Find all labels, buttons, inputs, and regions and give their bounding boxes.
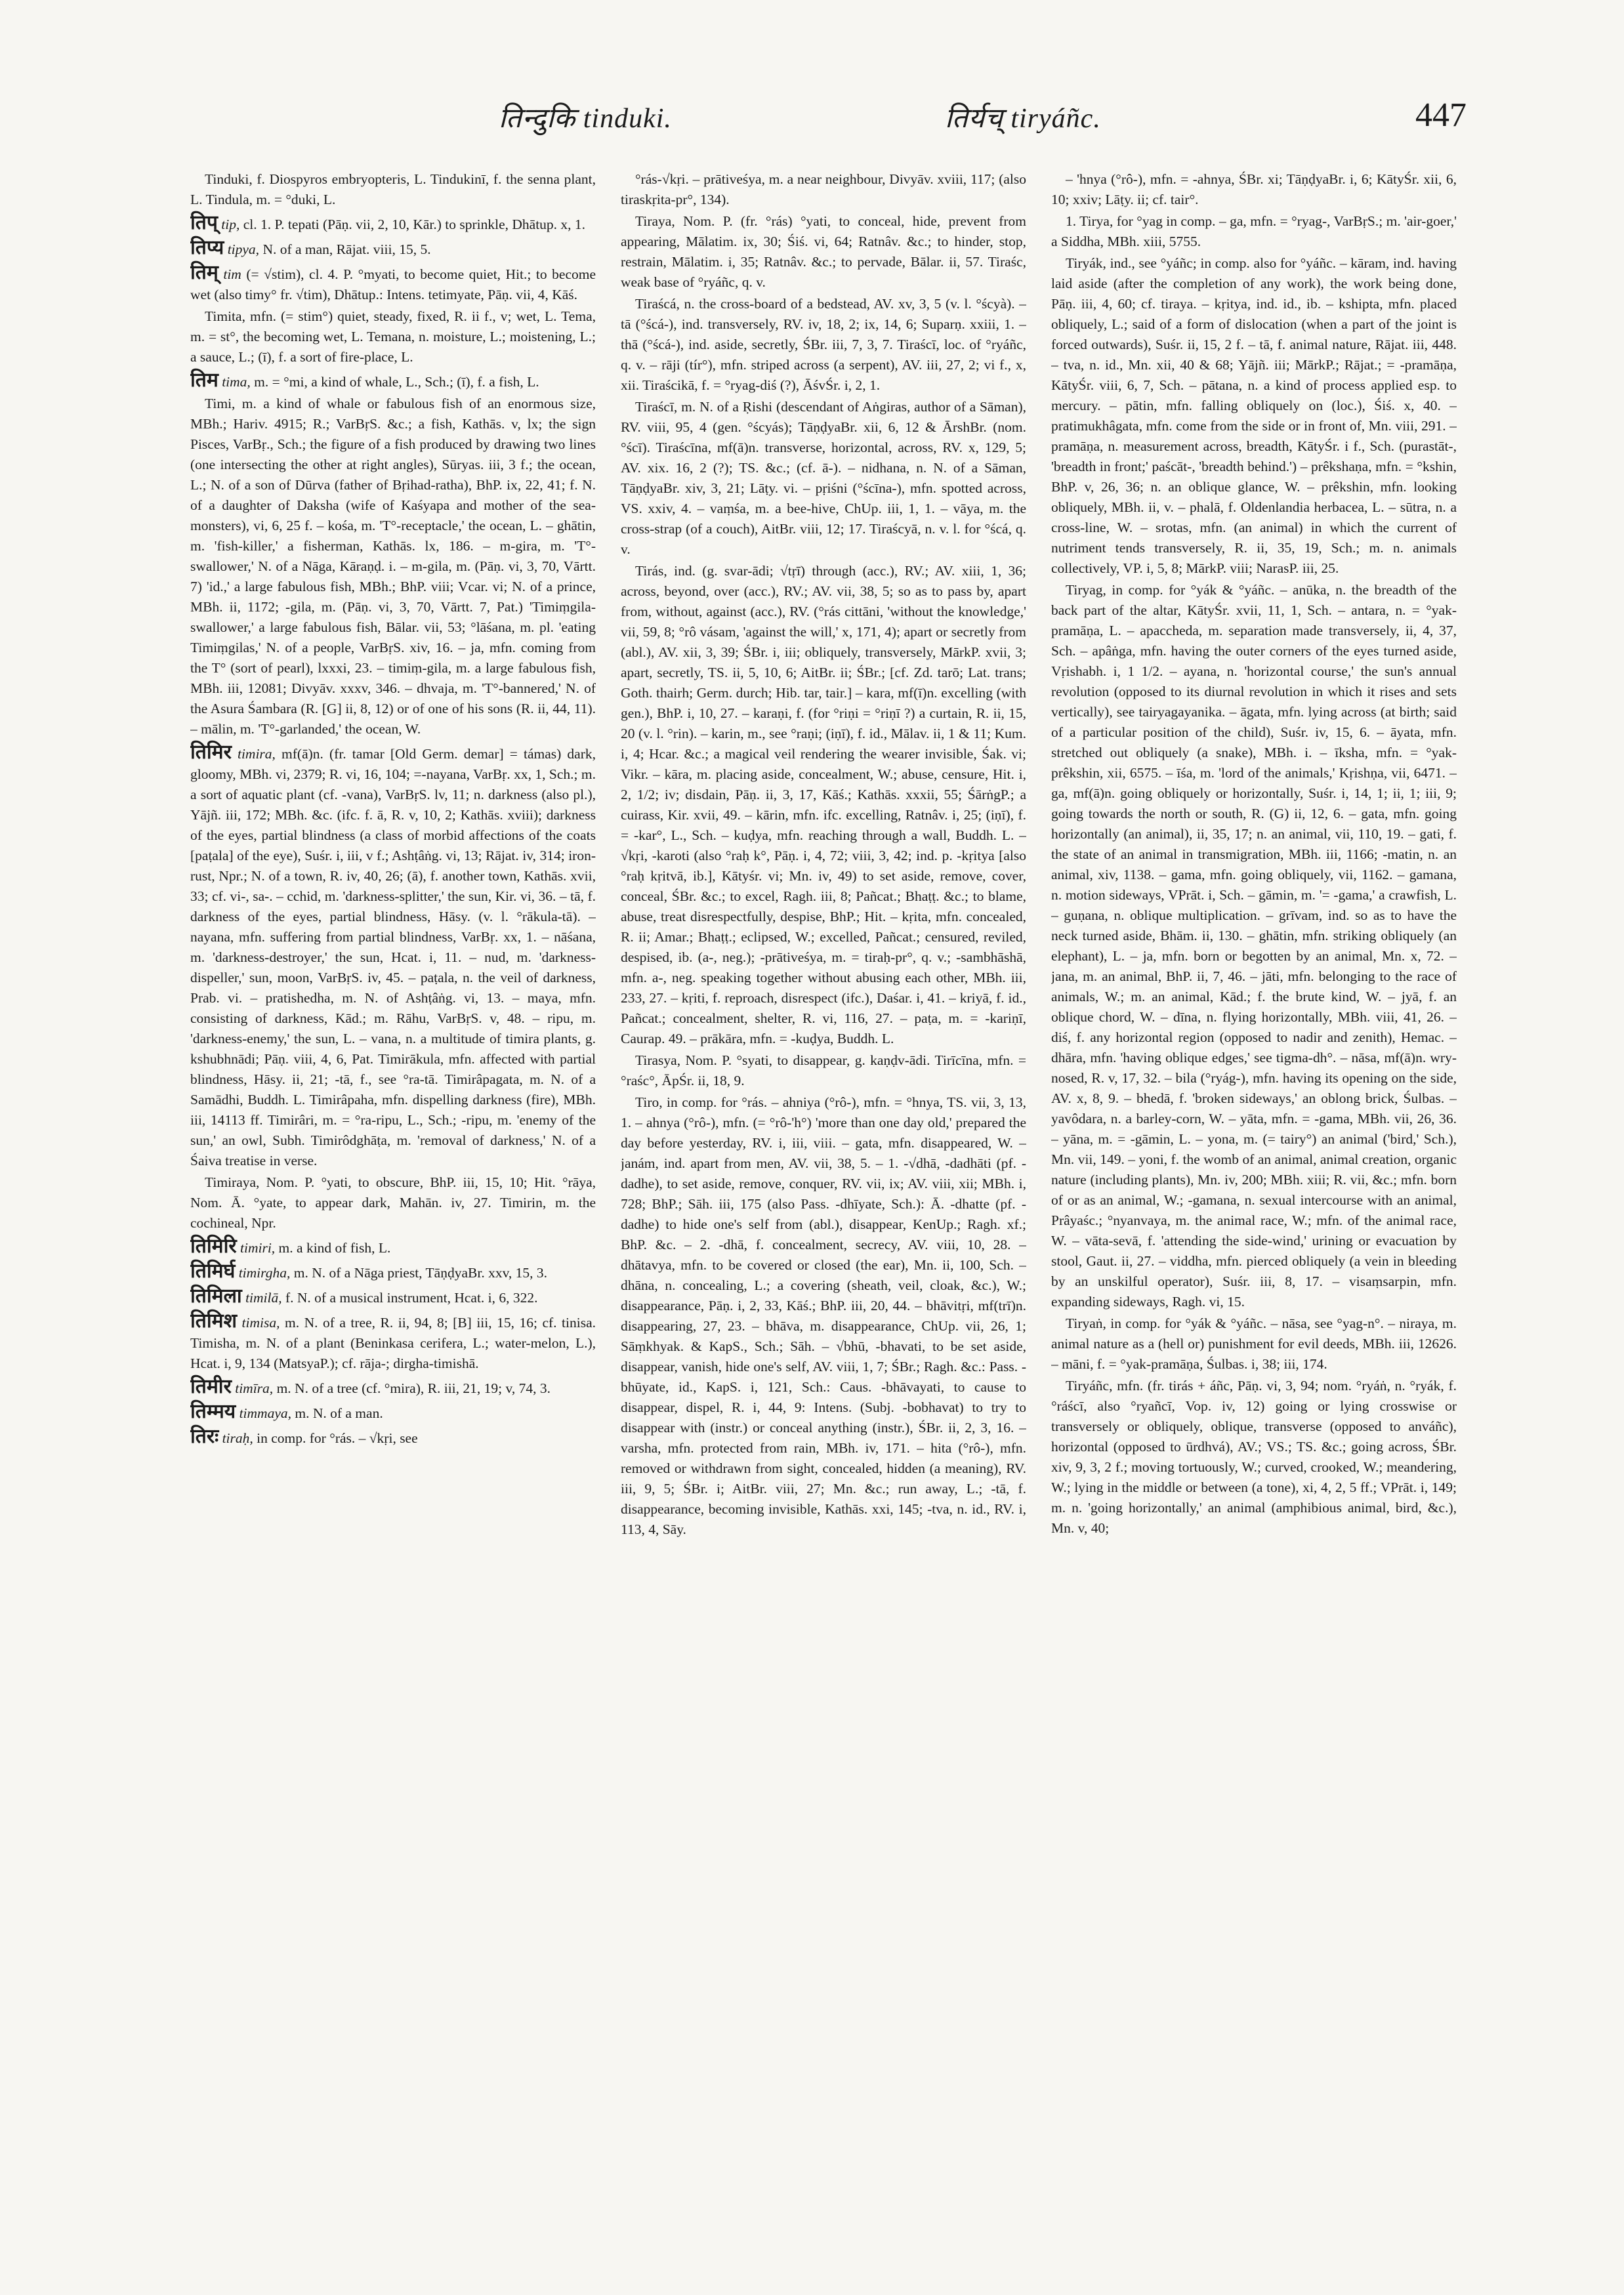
dictionary-subentry — [1051, 580, 1457, 1312]
dictionary-subentry — [621, 294, 1026, 396]
column-middle — [621, 169, 1026, 2236]
dictionary-subentry — [621, 561, 1026, 1049]
entry-text: Tiraya, Nom. P. (fr. °rás) °yati, to conceal, hide, prevent from appearing, Mālatim. ix, 30; Śiś. vi, 64; Ratnâv. &c.; to hinder, stop, restrain, Mālatim. i, 35; Ratnâv. &c.; to pervade, Bālar. ii, 57. Tiraśc, weak base of °ryáñc, q. v. — [621, 213, 1026, 290]
dictionary-entry — [190, 262, 596, 305]
dictionary-subentry — [190, 1172, 596, 1233]
dictionary-subentry — [621, 211, 1026, 293]
entry-text: m. = °mi, a kind of whale, L., Sch.; (ī), f. a fish, L. — [254, 374, 539, 390]
dictionary-subentry — [621, 397, 1026, 560]
entry-transliteration: tip, — [221, 217, 240, 232]
dictionary-entry — [190, 370, 596, 392]
dictionary-subentry — [1051, 253, 1457, 579]
dictionary-entry — [190, 1236, 596, 1258]
entry-text: Tiryáñc, mfn. (fr. tirás + áñc, Pāṇ. vi, 3, 94; nom. °ryáṅ, n. °ryák, f. °ráścī, also °ryañcī, Vop. iv, 12) going or lying crosswise or transversely or obliquely, oblique, transverse (opposed to anváñc), horizontal (opposed to ūrdhvá), AV.; VS.; TS. &c.; going across, ŚBr. xiv, 9, 3, 2 f.; moving tortuously, W.; curved, crooked, W.; meandering, W.; lying in the middle or between (a tone), xi, 4, 2, 5 ff.; VPrāt. i, 149; m. n. 'going horizontally,' an animal (amphibious animal, bird, &c.), Mn. v, 40; — [1051, 1378, 1457, 1536]
entry-text: mf(ā)n. (fr. tamar [Old Germ. demar] = támas) dark, gloomy, MBh. vi, 2379; R. vi, 16, 104; =-nayana, VarBṛ. xx, 1, Sch.; m. a sort of aquatic plant (cf. -vana), VarBṛS. lv, 11; n. darkness (also pl.), Yājñ. iii, 172; MBh. &c. (ifc. f. ā, R. v, 10, 2; Kathās. xviii); darkness of the eyes, partial blindness (a class of morbid affections of the coats [paṭala] of the eye), Suśr. i, iii, v f.; Ashṭâṅg. vi, 13; Rājat. iv, 314; iron-rust, Npr.; N. of a town, R. iv, 40, 26; (ā), f. another town, Kathās. xvii, 33; cf. vi-, sa-. – cchid, m. 'darkness-splitter,' the sun, Kir. vi, 36. – tā, f. darkness of the eyes, partial blindness, Hāsy. (v. l. °rākula-tā). – nayana, mfn. suffering from partial blindness, VarBṛ. xx, 1. – nāśana, m. 'darkness-destroyer,' the sun, Hcat. i, 11. – nud, m. 'darkness-dispeller,' sun, moon, VarBṛS. iv, 45. – paṭala, n. the veil of darkness, Prab. vi. – pratishedha, m. N. of Ashṭâṅg. vi, 13. – maya, mfn. consisting of darkness, Kād.; m. Rāhu, VarBṛS. v, 48. – ripu, m. 'darkness-enemy,' the sun, L. – vana, n. a multitude of timira plants, g. kshubhnādi; Pāṇ. viii, 4, 6, Pat. Timirākula, mfn. affected with partial blindness, Hāsy. ii, 21; -tā, f., see °ra-tā. Timirâpagata, m. N. of a Samādhi, Buddh. L. Timirâpaha, mfn. dispelling darkness (fire), MBh. iii, 14113 ff. Timirâri, m. = °ra-ripu, L., Sch.; -ripu, m. 'enemy of the sun,' an owl, Subh. Timirôdghāṭa, m. 'removal of darkness,' N. of a Śaiva treatise in verse. — [190, 746, 596, 1168]
entry-text: Tinduki, f. Diospyros embryopteris, L. Tindukinī, f. the senna plant, L. Tindula, m. = °duki, L. — [190, 171, 596, 207]
dictionary-entry — [190, 1261, 596, 1283]
dictionary-entry — [190, 213, 596, 235]
entry-text: m. N. of a tree (cf. °mira), R. iii, 21, 19; v, 74, 3. — [276, 1380, 551, 1396]
entry-headword: तिमिर — [190, 741, 232, 763]
dictionary-entry — [190, 1376, 596, 1399]
entry-headword: तिमिर्घ — [190, 1260, 236, 1282]
entry-transliteration: tiraḥ, — [222, 1430, 253, 1446]
entry-text: Tiraścī, m. N. of a Ṛishi (descendant of Aṅgiras, author of a Sāman), RV. viii, 95, 4 (gen. °ścyás); TāṇḍyaBr. xii, 6, 12 & ĀrshBr. (nom. °ścī). Tiraścīna, mf(ā)n. transverse, horizontal, across, RV. x, 129, 5; AV. xix. 16, 2 (?); TS. &c.; (cf. ā-). – nidhana, n. N. of a Sāman, TāṇḍyaBr. xiv, 3, 21; Lāṭy. vi. – pṛiśni (°ścīna-), mfn. spotted across, VS. xxiv, 4. – vaṃśa, m. a bee-hive, ChUp. iii, 1, 1. – vāya, m. the cross-strap (of a couch), AitBr. viii, 12; 17. Tiraścyā, n. v. l. for °ścá, q. v. — [621, 399, 1026, 557]
entry-headword: तिम — [190, 369, 219, 391]
entry-text: N. of a man, Rājat. viii, 15, 5. — [262, 241, 431, 257]
dictionary-entry — [190, 1311, 596, 1374]
entry-text: (= √stim), cl. 4. P. °myati, to become quiet, Hit.; to become wet (also timy° fr. √tim), Dhātup.: Intens. tetimyate, Pāṇ. vii, 4, Kāś. — [190, 266, 596, 302]
entry-headword: तिमिश — [190, 1310, 237, 1332]
entry-text: – 'hnya (°rô-), mfn. = -ahnya, ŚBr. xi; TāṇḍyaBr. i, 6; KātyŚr. xii, 6, 10; xxiv; Lāṭy. ii; cf. tair°. — [1051, 171, 1457, 207]
entry-text: Timi, m. a kind of whale or fabulous fish of an enormous size, MBh.; Hariv. 4915; R.; VarBṛS. &c.; a fish, Kathās. v, lx; the sign Pisces, VarBṛ., Sch.; the figure of a fish produced by drawing two lines (one intersecting the other at right angles), Sūryas. iii, 3 f.; the ocean, L.; N. of a son of Dūrva (father of Bṛihad-ratha), BhP. ix, 22, 41; f. N. of a daughter of Daksha (wife of Kaśyapa and mother of the sea-monsters), vi, 6, 25 f. – kośa, m. 'T°-receptacle,' the ocean, L. – ghātin, m. 'fish-killer,' a fisherman, Kathās. lx, 186. – m-gira, m. 'T°-swallower,' N. of a Nāga, Kāraṇḍ. i. – m-gila, m. (Pāṇ. vi, 3, 70, Vārtt. 7) 'id.,' a large fabulous fish, MBh.; BhP. viii; Vcar. vi; N. of a prince, MBh. ii, 1172; -gila, m. (Pāṇ. vi, 3, 70, Vārtt. 7, Pat.) 'Timiṃgila-swallower,' a large fabulous fish, Bālar. vii, 53; °lāśana, m. pl. 'eating Timiṃgilas,' N. of a people, VarBṛS. xiv, 16. – ja, mfn. coming from the T° (sort of pearl), lxxxi, 23. – timiṃ-gila, m. a large fabulous fish, MBh. iii, 12081; Divyāv. xxxv, 346. – dhvaja, m. 'T°-bannered,' N. of the Asura Śambara (R. [G] ii, 8, 12) or of one of his sons (R. ii, 44, 11). – mālin, m. 'T°-garlanded,' the ocean, W. — [190, 396, 596, 737]
entry-transliteration: timilā, — [245, 1290, 282, 1306]
entry-text: Tiryag, in comp. for °yák & °yáñc. – anūka, n. the breadth of the back part of the altar, KātyŚr. xvii, 11, 1, Sch. – antara, n. = °yak-pramāṇa, L. – apaccheda, m. separation made transversely, ii, 4, 37, Sch. – apâṅga, mfn. having the outer corners of the eyes turned aside, Vṛishabh. i, 1 1/2. – ayana, n. 'horizontal course,' the sun's annual revolution (opposed to its diurnal revolution in which it rises and sets vertically), see tairyagayanika. – āgata, mfn. lying across (at birth; said of a particular position of the child), Suśr. iv, 15, 6. – āyata, mfn. stretched out obliquely (a snake), MBh. i. – īksha, mfn. = °yak-prêkshin, xii, 6575. – īśa, m. 'lord of the animals,' Kṛishṇa, vii, 6471. – ga, mf(ā)n. going obliquely or horizontally, Suśr. i, 14, 1; ii, 1; iii, 9; going towards the north or south, R. (G) ii, 12, 6. – gata, mfn. going horizontally (an animal), ii, 35, 17; n. an animal, vii, 110, 19. – gati, f. the state of an animal in transmigration, MBh. iii, 1166; -matin, n. an animal, xiv, 1138. – gama, mfn. going obliquely, vii, 1162. – gamana, n. motion sideways, VPrāt. i, Sch. – gāmin, m. '= -gama,' a crawfish, L. – guṇana, n. oblique multiplication. – grīvam, ind. so as to have the neck turned aside, Bhām. ii, 130. – ghātin, mfn. striking obliquely (an elephant), L. – ja, mfn. born or begotten by an animal, Mn. x, 72. – jana, m. an animal, BhP. ii, 7, 46. – jāti, mfn. belonging to the race of animals, W.; m. an animal, Kād.; f. the brute kind, W. – jyā, f. an oblique chord, W. – dīna, n. flying horizontally, MBh. viii, 41, 26. – diś, f. any horizontal region (opposed to nadir and zenith), Hemac. – dhāra, mfn. 'having oblique edges,' see tigma-dh°. – nāsa, mf(ā)n. wry-nosed, R. v, 17, 32. – bila (°ryág-), mfn. having its opening on the side, AV. x, 8, 9. – bhedā, f. 'broken sideways,' an oblong brick, Śulbas. – yavôdara, n. a barley-corn, W. – yāta, mfn. = -gama, MBh. vii, 26, 36. – yāna, m. = -gāmin, L. – yona, m. (= tairy°) an animal ('bird,' Sch.), Mn. vii, 149. – yoni, f. the womb of an animal, animal creation, organic nature (including plants), Mn. iv, 200; MBh. xiii; R. vii, &c.; mfn. born of or as an animal, W.; -gamana, n. sexual intercourse with an animal, Prâyaśc.; °nyanvaya, m. the animal race, W.; mfn. of the animal race, W. – vāta-sevā, f. 'attending the side-wind,' urining or evacuation by stool, Gaut. ii, 27. – viddha, mfn. pierced obliquely (a vein in bleeding by an unskilful operator), Suśr. iii, 8, 17. – visaṃsarpin, mfn. expanding sideways, Ragh. vi, 15. — [1051, 582, 1457, 1310]
entry-text: m. N. of a Nāga priest, TāṇḍyaBr. xxv, 15, 3. — [293, 1265, 548, 1281]
entry-text: Tiryaṅ, in comp. for °yák & °yáñc. – nāsa, see °yag-n°. – niraya, m. animal nature as a (hell or) punishment for evil deeds, MBh. iii, 12626. – māni, f. = °yak-pramāṇa, Śulbas. i, 38; iii, 174. — [1051, 1315, 1457, 1372]
page-number: 447 — [1415, 96, 1467, 134]
entry-text: in comp. for °rás. – √kṛi, see — [257, 1430, 418, 1446]
entry-headword: तिमिरि — [190, 1235, 237, 1257]
entry-text: 1. Tirya, for °yag in comp. – ga, mfn. = °ryag-, VarBṛS.; m. 'air-goer,' a Siddha, MBh. xiii, 5755. — [1051, 213, 1457, 249]
entry-transliteration: timmaya, — [239, 1405, 291, 1421]
entry-text: m. N. of a tree, R. ii, 94, 8; [B] iii, 15, 16; cf. tinisa. Timisha, m. N. of a plant (Beninkasa cerifera, L.; water-melon, L.), Hcat. i, 9, 134 (MatsyaP.); cf. rāja-; dirgha-timishā. — [190, 1315, 596, 1371]
entry-transliteration: tipya, — [227, 241, 260, 257]
dictionary-entry — [190, 1286, 596, 1308]
entry-transliteration: timisa, — [241, 1315, 280, 1331]
entry-headword: तिम्मय — [190, 1401, 236, 1422]
entry-text: Tirasya, Nom. P. °syati, to disappear, g. kaṇḍv-ādi. Tirīcīna, mfn. = °raśc°, ĀpŚr. ii, 18, 9. — [621, 1052, 1026, 1088]
entry-transliteration: timiri, — [240, 1240, 276, 1256]
dictionary-subentry — [1051, 1376, 1457, 1539]
dictionary-entry — [190, 1401, 596, 1424]
text-columns — [190, 169, 1457, 2236]
entry-text: cl. 1. P. tepati (Pāṇ. vii, 2, 10, Kār.) to sprinkle, Dhātup. x, 1. — [243, 217, 586, 232]
column-right — [1051, 169, 1457, 2236]
dictionary-subentry — [190, 394, 596, 739]
dictionary-subentry — [621, 1092, 1026, 1540]
entry-headword: तिमिला — [190, 1285, 242, 1307]
entry-text: °rás-√kṛi. – prātiveśya, m. a near neighbour, Divyāv. xviii, 117; (also tiraskṛita-pr°, 134). — [621, 171, 1026, 207]
entry-transliteration: tim — [223, 266, 241, 282]
dictionary-subentry — [1051, 211, 1457, 252]
entry-text: m. N. of a man. — [295, 1405, 383, 1421]
dictionary-subentry — [1051, 1313, 1457, 1375]
entry-headword: तिमीर — [190, 1376, 232, 1397]
column-left — [190, 169, 596, 2236]
entry-headword: तिप् — [190, 212, 218, 234]
entry-headword: तिरः — [190, 1426, 219, 1447]
dictionary-subentry — [621, 169, 1026, 210]
entry-transliteration: timira, — [237, 746, 276, 762]
dictionary-subentry — [190, 169, 596, 210]
entry-text: Tiraścá, n. the cross-board of a bedstead, AV. xv, 3, 5 (v. l. °ścyà). – tā (°ścá-), ind. transversely, RV. iv, 18, 2; ix, 14, 6; Suparṇ. xxiii, 1. – thā (°ścá-), ind. aside, secretly, ŚBr. iii, 7, 3, 7. Tiraścī, loc. of °ryáñc, q. v. – rāji (tír°), mfn. striped across (a serpent), AV. iii, 27, 2; vi f., x, xii. Tiraścikā, f. = °ryag-diś (?), ĀśvŚr. i, 2, 1. — [621, 296, 1026, 393]
left-running-head: तिन्दुकि tinduki. — [499, 104, 672, 134]
entry-transliteration: tima, — [222, 374, 251, 390]
dictionary-entry — [190, 742, 596, 1171]
entry-text: Timita, mfn. (= stim°) quiet, steady, fixed, R. ii f., v; wet, L. Tema, m. = st°, the becoming wet, L. Temana, n. moisture, L.; moistening, L.; a sauce, L.; (ī), f. a sort of fire-place, L. — [190, 308, 596, 365]
dictionary-entry — [190, 1426, 596, 1449]
entry-headword: तिप्य — [190, 237, 224, 258]
entry-transliteration: timirgha, — [238, 1265, 291, 1281]
entry-text: Tiryák, ind., see °yáñc; in comp. also for °yáñc. – kāram, ind. having laid aside (after the completion of any work), the work being done, Pāṇ. iii, 4, 60; cf. tiraya. – kṛitya, ind. id., ib. – kshipta, mfn. placed obliquely, L.; said of a form of dislocation (when a part of the joint is forced outwards), Suśr. ii, 15, 2 f. – tā, f. animal nature, Rājat. iii, 448. – tva, n. id., Mn. xii, 40 & 68; Yājñ. iii; MārkP.; Rājat.; = -pramāṇa, KātyŚr. viii, 6, 7, Sch. – pātana, n. a kind of process applied esp. to mercury. – pātin, mfn. falling obliquely on (loc.), Śiś. x, 40. – pratimukhâgata, mfn. come from the side or in front of, Mn. viii, 291. – pramāṇa, n. measurement across, breadth, KātyŚr. i f., Sch. (purastāt-, 'breadth in front;' paścāt-, 'breadth behind.') – prêkshaṇa, mfn. = °kshin, BhP. v, 26, 36; n. an oblique glance, W. – prêkshin, mfn. looking obliquely, MBh. ii, v. – phalā, f. Oldenlandia herbacea, L. – sūtra, n. a cross-line, W. – srotas, mfn. (an animal) in which the current of nutriment tends transversely, R. ii, 35, 19, Sch.; m. n. animals collectively, VP. i, 5, 8; MārkP. viii; NarasP. iii, 25. — [1051, 255, 1457, 576]
entry-text: Timiraya, Nom. P. °yati, to obscure, BhP. iii, 15, 10; Hit. °rāya, Nom. Ā. °yate, to appear dark, Mahān. iv, 27. Timirin, m. the cochineal, Npr. — [190, 1174, 596, 1231]
entry-text: m. a kind of fish, L. — [278, 1240, 391, 1256]
entry-text: f. N. of a musical instrument, Hcat. i, 6, 322. — [285, 1290, 538, 1306]
entry-headword: तिम् — [190, 262, 219, 283]
entry-transliteration: timīra, — [235, 1380, 274, 1396]
dictionary-entry — [190, 238, 596, 260]
entry-text: Tirás, ind. (g. svar-ādi; √tṛī) through (acc.), RV.; AV. xiii, 1, 36; across, beyond, over (acc.), RV.; AV. vii, 38, 5; so as to pass by, apart from, without, against (acc.), RV. (°rás cittāni, 'without the knowledge,' vii, 59, 8; °rô vásam, 'against the will,' x, 171, 4); apart or secretly from (abl.), AV. xii, 3, 39; ŚBr. i, iii; obliquely, transversely, MārkP. xvii, 3; apart, secretly, TS. ii, 5, 10, 6; AitBr. ii; ŚBr.; [cf. Zd. tarō; Lat. trans; Goth. thairh; Germ. durch; Hib. tar, tair.] – kara, mf(ī)n. excelling (with gen.), BhP. i, 10, 27. – karaṇi, f. (for °riṇi = °riṇī ?) a curtain, R. ii, 15, 20 (v. l. °rin). – karin, m., see °raṇi; (iṇī), f. id., Mālav. ii, 1 & 11; Kum. i, 4; Hcar. &c.; a magical veil rendering the wearer invisible, Śak. vi; Vikr. – kāra, m. placing aside, concealment, W.; abuse, censure, Hit. i, 2, 1/2; iv; disdain, Pāṇ. ii, 3, 17, Kāś.; Kathās. xxxii, 55; ŚārṅgP.; a cuirass, Kir. xvii, 49. – kārin, mfn. ifc. excelling, Ratnâv. i, 25; (iṇī), f. = -kar°, L., Sch. – kuḍya, mfn. reaching through a wall, Buddh. L. – √kṛi, -karoti (also °raḥ k°, Pāṇ. i, 4, 72; viii, 3, 42; ind. p. -kṛitya [also °raḥ kṛitvā, ib.], Kātyśr. vi; Mn. iv, 49) to set aside, remove, cover, conceal, ŚBr. &c.; to excel, Ragh. iii, 8; Pañcat.; Bhaṭṭ. &c.; to blame, abuse, treat disrespectfully, despise, BhP.; Hit. – kṛita, mfn. concealed, R. ii; Amar.; Bhaṭṭ.; eclipsed, W.; excelled, Pañcat.; censured, reviled, despised, ib. (a-, neg.); -prātiveśya, m. = tiraḥ-pr°, q. v.; -sambhāshā, mfn. a-, neg. speaking together without abusing each other, MBh. iii, 233, 27. – kṛiti, f. reproach, disrespect (ifc.), Daśar. i, 41. – kriyā, f. id., Pañcat.; concealment, shelter, R. vi, 116, 27. – paṭa, m. = -kariṇī, Caurap. 49. – prākāra, mfn. = -kuḍya, Buddh. L. — [621, 563, 1026, 1046]
dictionary-subentry — [621, 1050, 1026, 1091]
page-header — [0, 98, 1624, 151]
right-running-head: तिर्यच् tiryáñc. — [945, 104, 1101, 134]
dictionary-subentry — [1051, 169, 1457, 210]
dictionary-subentry — [190, 306, 596, 367]
entry-text: Tiro, in comp. for °rás. – ahniya (°rô-), mfn. = °hnya, TS. vii, 3, 13, 1. – ahnya (°rô-), mfn. (= °rô-'h°) 'more than one day old,' prepared the day before yesterday, RV. i, iii, viii. – gata, mfn. disappeared, W. – janám, ind. apart from men, AV. vii, 38, 5. – 1. -√dhā, -dadhāti (pf. -dadhe), to set aside, remove, conquer, RV. vii, ix; AV. viii, xii; MBh. i, 728; BhP.; Sāh. iii, 175 (also Pass. -dhīyate, Sch.): Ā. -dhatte (pf. -dadhe) to hide one's self from (abl.), disappear, KenUp.; Ragh. xf.; BhP. &c. – 2. -dhā, f. concealment, secrecy, AV. viii, 10, 28. – dhātavya, mfn. to be covered or closed (the ear), Mn. ii, 100, Sch. – dhāna, n. concealing, L.; a covering (sheath, veil, cloak, &c.), W.; disappearance, Pāṇ. i, 2, 33, Kāś.; BhP. iii, 20, 44. – bhāvitṛi, mf(trī)n. disappearing, 27, 23. – bhāva, m. disappearance, ChUp. vii, 26, 1; Sāṃkhyak. & KapS., Sch.; Sāh. – √bhū, -bhavati, to be set aside, disappear, vanish, hide one's self, AV. viii, 1, 7; ŚBr.; Ragh. &c.: Pass. -bhūyate, id., KapS. i, 121, Sch.: Caus. -bhāvayati, to cause to disappear, dispel, R. i, 44, 9: Intens. (Subj. -bobhavat) to try to disappear with (instr.) or conceal anything (instr.), ŚBr. ii, 2, 3, 16. – varsha, mfn. protected from rain, MBh. iv, 171. – hita (°rô-), mfn. removed or withdrawn from sight, concealed, hidden (a meaning), RV. iii, 9, 5; ŚBr. i; AitBr. viii, 27; Mn. &c.; run away, L.; -tā, f. disappearance, becoming invisible, Kathās. xxi, 145; -tva, n. id., RV. i, 113, 4, Sāy. — [621, 1094, 1026, 1537]
